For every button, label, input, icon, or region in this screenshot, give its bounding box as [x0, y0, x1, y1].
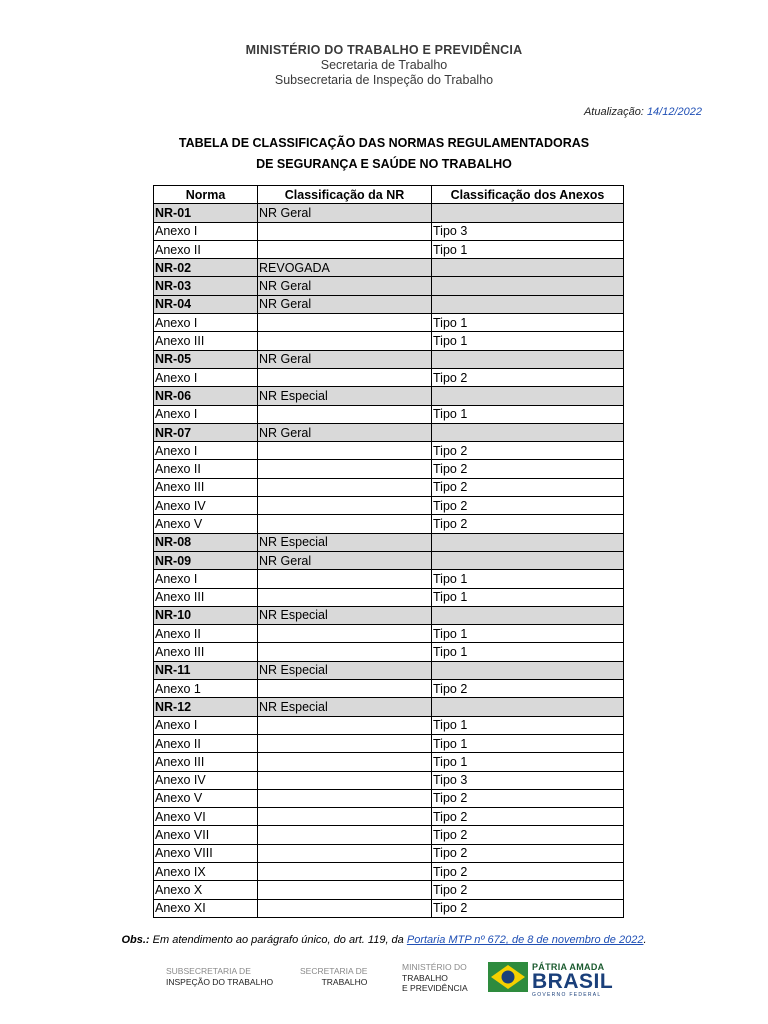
cell-classificacao-nr: [258, 844, 432, 862]
cell-classificacao-nr: [258, 881, 432, 899]
cell-classificacao-anexos: Tipo 2: [432, 899, 624, 917]
cell-classificacao-anexos: Tipo 2: [432, 442, 624, 460]
cell-norma: NR-08: [154, 533, 258, 551]
document-header: [0, 42, 768, 88]
update-line: [584, 106, 702, 118]
cell-classificacao-nr: NR Geral: [258, 423, 432, 441]
brand-top: PÁTRIA AMADA: [532, 962, 605, 972]
header-classificacao-nr: Classificação da NR: [258, 186, 432, 204]
brazil-flag-icon: [488, 962, 528, 992]
cell-norma: Anexo I: [154, 716, 258, 734]
logo3-mid: TRABALHO: [402, 972, 448, 983]
cell-classificacao-nr: [258, 460, 432, 478]
cell-norma: NR-05: [154, 350, 258, 368]
table-row: [154, 497, 624, 515]
table-row: [154, 405, 624, 423]
observation-note: [0, 934, 768, 946]
table-row: [154, 570, 624, 588]
logo-secretaria: [300, 966, 367, 987]
logo1-top: SUBSECRETARIA DE: [166, 966, 251, 976]
cell-classificacao-anexos: [432, 350, 624, 368]
cell-norma: NR-09: [154, 551, 258, 569]
cell-norma: Anexo I: [154, 222, 258, 240]
cell-classificacao-nr: [258, 753, 432, 771]
cell-classificacao-anexos: [432, 661, 624, 679]
cell-classificacao-anexos: Tipo 3: [432, 771, 624, 789]
cell-classificacao-nr: [258, 442, 432, 460]
table-row: [154, 789, 624, 807]
cell-classificacao-anexos: [432, 387, 624, 405]
table-row: [154, 826, 624, 844]
cell-classificacao-nr: [258, 515, 432, 533]
table-row: [154, 387, 624, 405]
cell-norma: Anexo I: [154, 368, 258, 386]
cell-classificacao-anexos: Tipo 1: [432, 332, 624, 350]
table-header-row: [154, 186, 624, 204]
table-row: [154, 862, 624, 880]
cell-norma: NR-03: [154, 277, 258, 295]
cell-norma: NR-04: [154, 295, 258, 313]
obs-text: Em atendimento ao parágrafo único, do art. 119, da: [149, 934, 407, 946]
document-title: [0, 133, 768, 175]
table-body: [154, 204, 624, 918]
cell-norma: Anexo III: [154, 332, 258, 350]
cell-classificacao-anexos: [432, 606, 624, 624]
cell-classificacao-nr: NR Especial: [258, 533, 432, 551]
cell-classificacao-anexos: Tipo 1: [432, 405, 624, 423]
cell-norma: Anexo II: [154, 240, 258, 258]
cell-norma: Anexo XI: [154, 899, 258, 917]
cell-classificacao-anexos: [432, 551, 624, 569]
cell-norma: Anexo I: [154, 570, 258, 588]
cell-classificacao-nr: [258, 497, 432, 515]
table-row: [154, 551, 624, 569]
table-row: [154, 734, 624, 752]
cell-classificacao-nr: NR Geral: [258, 350, 432, 368]
table-row: [154, 844, 624, 862]
cell-classificacao-nr: [258, 680, 432, 698]
cell-classificacao-anexos: Tipo 2: [432, 497, 624, 515]
cell-norma: NR-11: [154, 661, 258, 679]
classification-table: [153, 185, 624, 918]
cell-classificacao-nr: [258, 314, 432, 332]
cell-classificacao-nr: NR Especial: [258, 606, 432, 624]
logo3-bottom: E PREVIDÊNCIA: [402, 983, 468, 993]
logo2-top: SECRETARIA DE: [300, 966, 368, 976]
table-row: [154, 259, 624, 277]
logo3-top: MINISTÉRIO DO: [402, 962, 467, 972]
cell-norma: Anexo VI: [154, 808, 258, 826]
table-row: [154, 680, 624, 698]
cell-classificacao-nr: [258, 899, 432, 917]
cell-classificacao-anexos: Tipo 2: [432, 680, 624, 698]
table-row: [154, 515, 624, 533]
cell-classificacao-anexos: Tipo 1: [432, 734, 624, 752]
cell-classificacao-nr: [258, 368, 432, 386]
table-row: [154, 808, 624, 826]
table-row: [154, 350, 624, 368]
logo-ministerio: [402, 962, 468, 994]
cell-classificacao-nr: [258, 625, 432, 643]
table-row: [154, 753, 624, 771]
table-row: [154, 295, 624, 313]
table-row: [154, 771, 624, 789]
cell-classificacao-anexos: Tipo 1: [432, 716, 624, 734]
header-classificacao-anexos: Classificação dos Anexos: [432, 186, 624, 204]
cell-classificacao-nr: [258, 826, 432, 844]
cell-classificacao-anexos: Tipo 2: [432, 515, 624, 533]
table-row: [154, 460, 624, 478]
table-row: [154, 277, 624, 295]
cell-classificacao-nr: [258, 789, 432, 807]
cell-classificacao-anexos: [432, 277, 624, 295]
obs-end: .: [643, 934, 647, 946]
cell-classificacao-nr: [258, 734, 432, 752]
cell-classificacao-anexos: Tipo 1: [432, 625, 624, 643]
cell-classificacao-nr: [258, 771, 432, 789]
logo1-bottom: INSPEÇÃO DO TRABALHO: [166, 976, 274, 987]
cell-classificacao-anexos: Tipo 2: [432, 844, 624, 862]
table-row: [154, 588, 624, 606]
table-row: [154, 314, 624, 332]
cell-classificacao-nr: [258, 588, 432, 606]
cell-classificacao-nr: NR Geral: [258, 295, 432, 313]
cell-classificacao-nr: NR Geral: [258, 277, 432, 295]
cell-norma: Anexo II: [154, 460, 258, 478]
cell-norma: Anexo VII: [154, 826, 258, 844]
cell-classificacao-anexos: [432, 259, 624, 277]
cell-classificacao-anexos: [432, 204, 624, 222]
cell-classificacao-anexos: Tipo 2: [432, 368, 624, 386]
table-row: [154, 643, 624, 661]
portaria-link[interactable]: Portaria MTP nº 672, de 8 de novembro de 2022: [406, 934, 644, 946]
cell-norma: NR-12: [154, 698, 258, 716]
cell-classificacao-nr: NR Geral: [258, 204, 432, 222]
update-label: Atualização:: [583, 106, 644, 118]
table-row: [154, 204, 624, 222]
cell-norma: Anexo V: [154, 789, 258, 807]
secretariat-name: Secretaria de Trabalho: [320, 58, 448, 72]
table-row: [154, 606, 624, 624]
cell-classificacao-anexos: Tipo 2: [432, 460, 624, 478]
cell-norma: Anexo IX: [154, 862, 258, 880]
cell-classificacao-nr: REVOGADA: [258, 259, 432, 277]
cell-classificacao-anexos: Tipo 2: [432, 808, 624, 826]
cell-classificacao-nr: [258, 478, 432, 496]
cell-classificacao-anexos: Tipo 1: [432, 570, 624, 588]
cell-classificacao-nr: [258, 862, 432, 880]
table-row: [154, 240, 624, 258]
cell-classificacao-nr: [258, 716, 432, 734]
title-line-1: TABELA DE CLASSIFICAÇÃO DAS NORMAS REGULAMENTADORAS: [178, 136, 590, 150]
table-row: [154, 899, 624, 917]
cell-norma: Anexo VIII: [154, 844, 258, 862]
table-row: [154, 698, 624, 716]
logo2-bottom: TRABALHO: [321, 976, 368, 987]
header-norma: Norma: [154, 186, 258, 204]
cell-norma: NR-01: [154, 204, 258, 222]
cell-classificacao-nr: NR Geral: [258, 551, 432, 569]
title-line-2: DE SEGURANÇA E SAÚDE NO TRABALHO: [256, 157, 512, 171]
cell-classificacao-anexos: [432, 698, 624, 716]
cell-classificacao-anexos: Tipo 1: [432, 314, 624, 332]
brasil-logo: [488, 962, 614, 998]
cell-norma: Anexo III: [154, 643, 258, 661]
cell-classificacao-nr: [258, 332, 432, 350]
cell-classificacao-nr: NR Especial: [258, 387, 432, 405]
cell-classificacao-nr: [258, 405, 432, 423]
cell-classificacao-anexos: Tipo 2: [432, 826, 624, 844]
cell-classificacao-anexos: Tipo 1: [432, 643, 624, 661]
brand-main: BRASIL: [532, 970, 614, 993]
cell-classificacao-anexos: Tipo 1: [432, 240, 624, 258]
cell-classificacao-anexos: Tipo 1: [432, 588, 624, 606]
cell-norma: Anexo III: [154, 753, 258, 771]
table-row: [154, 716, 624, 734]
cell-norma: NR-10: [154, 606, 258, 624]
cell-norma: NR-06: [154, 387, 258, 405]
cell-norma: Anexo V: [154, 515, 258, 533]
cell-classificacao-anexos: Tipo 1: [432, 753, 624, 771]
cell-classificacao-anexos: Tipo 3: [432, 222, 624, 240]
logo-subsecretaria: [166, 966, 273, 987]
cell-classificacao-anexos: Tipo 2: [432, 478, 624, 496]
cell-classificacao-nr: NR Especial: [258, 698, 432, 716]
cell-norma: Anexo I: [154, 442, 258, 460]
table-row: [154, 423, 624, 441]
cell-norma: Anexo II: [154, 625, 258, 643]
cell-classificacao-nr: [258, 240, 432, 258]
cell-classificacao-nr: [258, 570, 432, 588]
ministry-name: MINISTÉRIO DO TRABALHO E PREVIDÊNCIA: [245, 43, 523, 57]
table-row: [154, 478, 624, 496]
cell-norma: Anexo IV: [154, 771, 258, 789]
table-row: [154, 222, 624, 240]
cell-norma: Anexo X: [154, 881, 258, 899]
table-row: [154, 533, 624, 551]
cell-norma: Anexo I: [154, 314, 258, 332]
cell-classificacao-nr: [258, 808, 432, 826]
table-row: [154, 368, 624, 386]
cell-norma: NR-02: [154, 259, 258, 277]
footer-logos: [0, 960, 768, 1000]
cell-norma: Anexo II: [154, 734, 258, 752]
brasil-logo-text: [532, 962, 614, 998]
table-row: [154, 442, 624, 460]
table-row: [154, 625, 624, 643]
table-row: [154, 881, 624, 899]
cell-classificacao-anexos: [432, 295, 624, 313]
cell-classificacao-nr: [258, 643, 432, 661]
cell-classificacao-nr: [258, 222, 432, 240]
cell-norma: Anexo III: [154, 478, 258, 496]
cell-classificacao-anexos: Tipo 2: [432, 881, 624, 899]
cell-norma: NR-07: [154, 423, 258, 441]
update-date: 14/12/2022: [646, 106, 702, 118]
cell-classificacao-nr: NR Especial: [258, 661, 432, 679]
cell-classificacao-anexos: [432, 533, 624, 551]
brand-sub: GOVERNO FEDERAL: [532, 992, 602, 998]
cell-norma: Anexo III: [154, 588, 258, 606]
cell-norma: Anexo I: [154, 405, 258, 423]
cell-norma: Anexo 1: [154, 680, 258, 698]
table-row: [154, 332, 624, 350]
cell-norma: Anexo IV: [154, 497, 258, 515]
cell-classificacao-anexos: Tipo 2: [432, 789, 624, 807]
cell-classificacao-anexos: Tipo 2: [432, 862, 624, 880]
obs-label: Obs.:: [121, 934, 150, 946]
cell-classificacao-anexos: [432, 423, 624, 441]
table-row: [154, 661, 624, 679]
subsecretariat-name: Subsecretaria de Inspeção do Trabalho: [274, 73, 494, 87]
